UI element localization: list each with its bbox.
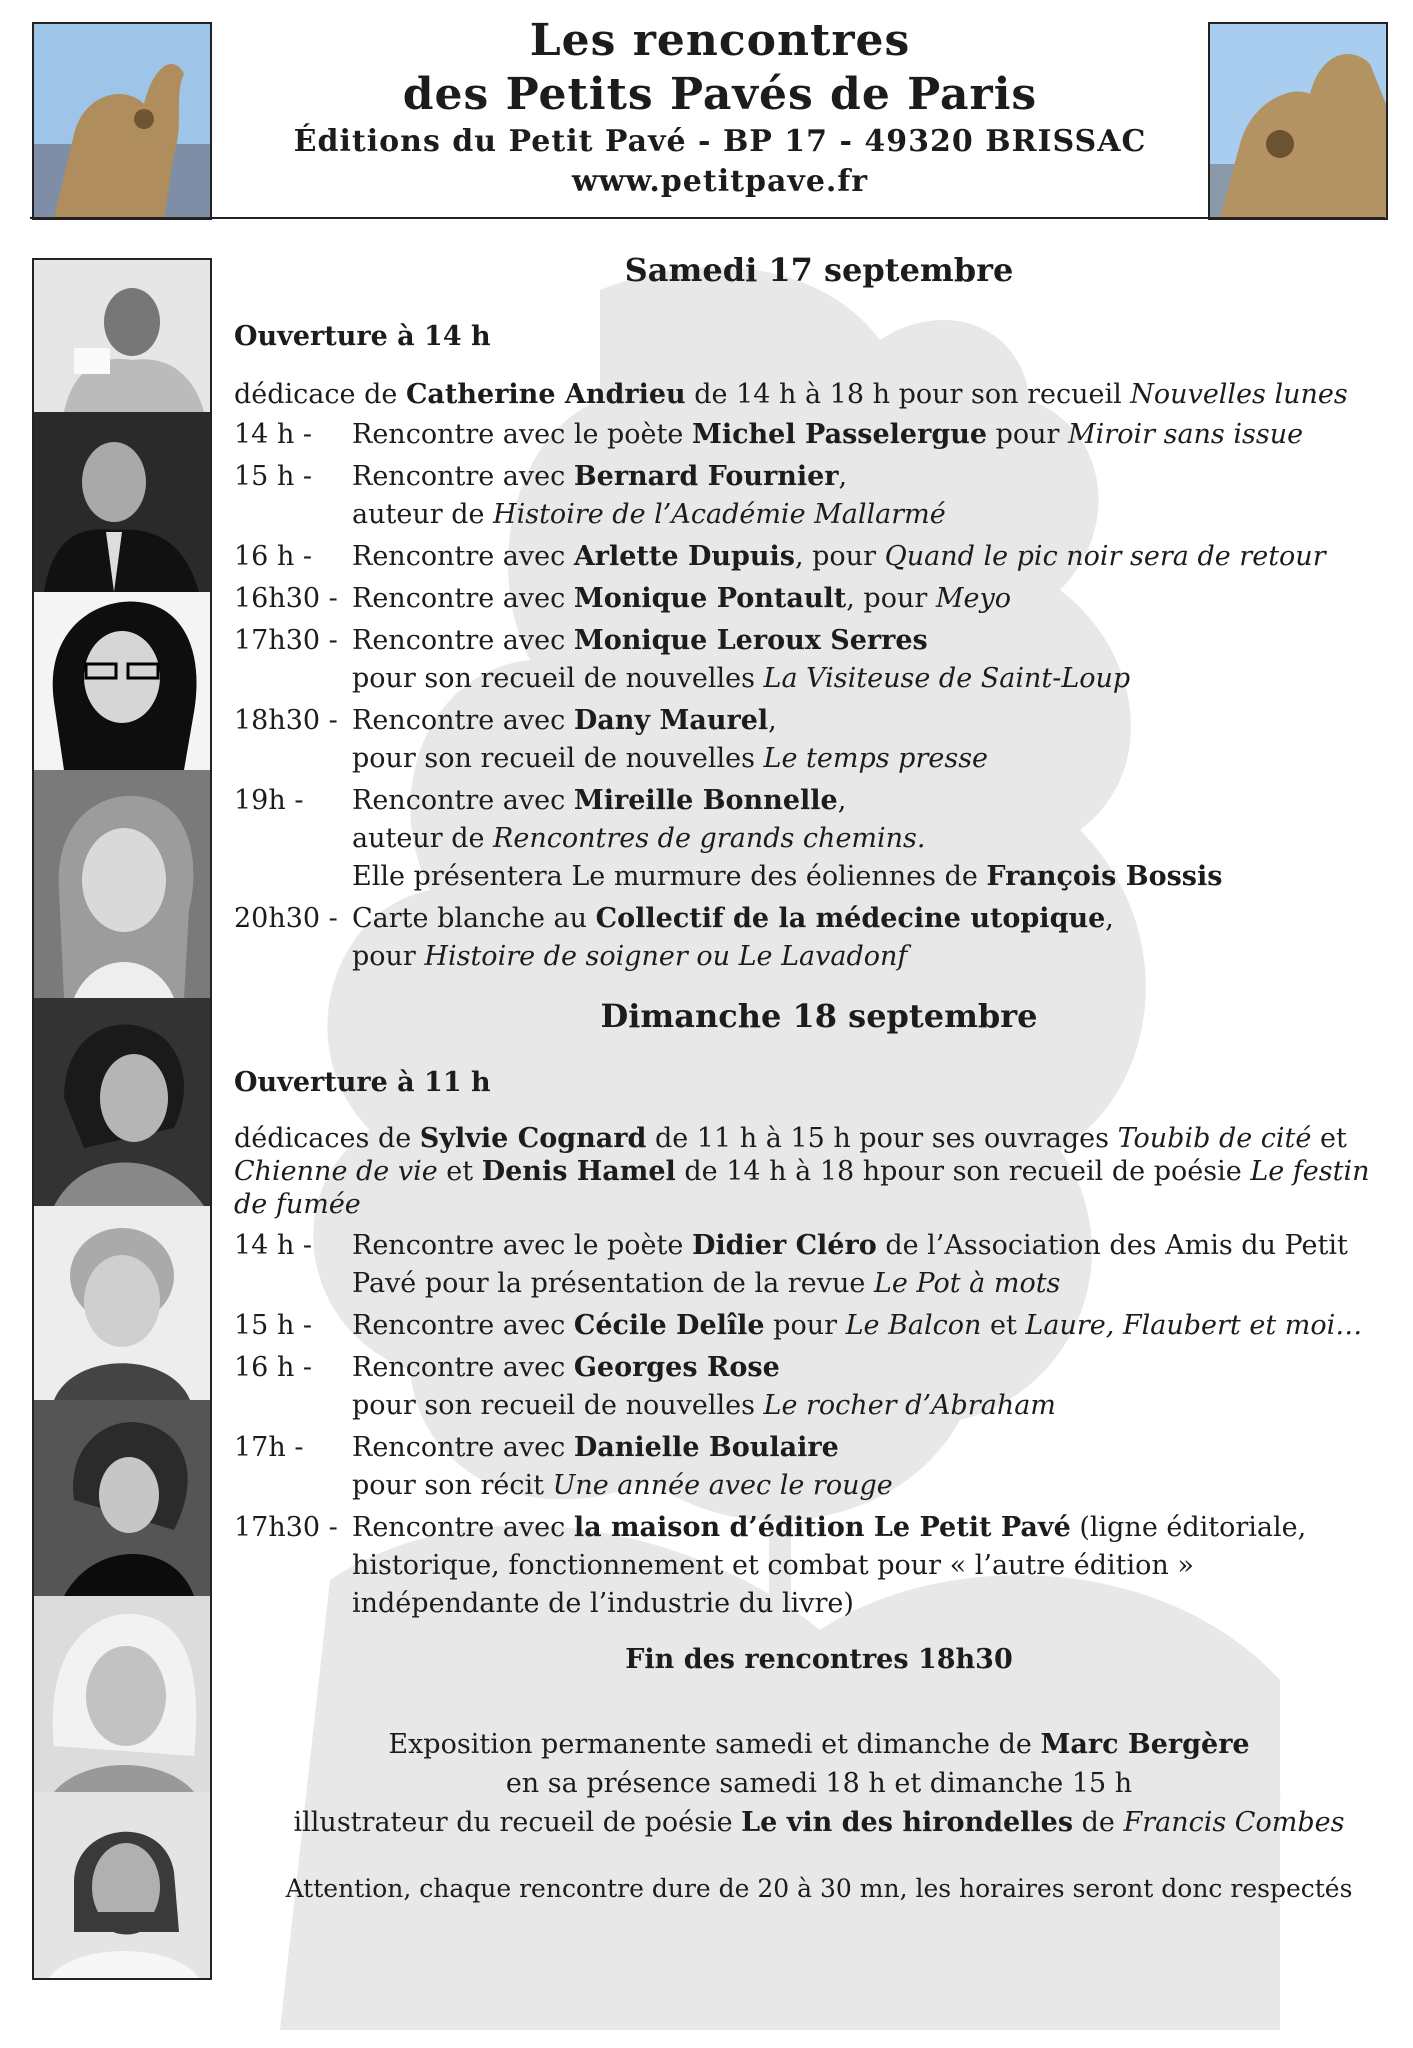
gargoyle-photo-left bbox=[32, 22, 212, 220]
dedication-saturday: dédicace de Catherine Andrieu de 14 h à 18 h pour son recueil Nouvelles lunes bbox=[234, 379, 1348, 410]
event-item: 16 h - Rencontre avec Arlette Dupuis, pour Quand le pic noir sera de retour bbox=[234, 541, 1326, 572]
closing-time: Fin des rencontres 18h30 bbox=[625, 1644, 1013, 1675]
title-line-2: des Petits Pavés de Paris bbox=[402, 69, 1038, 120]
event-item: 16h30 - Rencontre avec Monique Pontault, pour Meyo bbox=[234, 583, 1011, 614]
day-heading-sunday: Dimanche 18 septembre bbox=[600, 997, 1038, 1035]
portrait-photo bbox=[34, 592, 210, 772]
title-line-1: Les rencontres bbox=[529, 15, 911, 66]
header-title-block bbox=[240, 14, 1200, 202]
event-item: 15 h - Rencontre avec Cécile Delîle pour Le Balcon et Laure, Flaubert et moi… bbox=[234, 1310, 1363, 1341]
portrait-strip bbox=[32, 258, 212, 1980]
portrait-photo bbox=[34, 1206, 210, 1402]
gargoyle-photo-right bbox=[1208, 22, 1388, 220]
dedication-sunday: dédicaces de Sylvie Cognard de 11 h à 15 h pour ses ouvrages Toubib de cité et Chienne de vie et Denis Hamel de 14 h à 18 hpour son recueil de poésie Le festin de fumée bbox=[234, 1123, 1370, 1220]
opening-time-sunday: Ouverture à 11 h bbox=[234, 1067, 491, 1098]
portrait-photo bbox=[34, 412, 210, 594]
opening-time-saturday: Ouverture à 14 h bbox=[234, 321, 491, 352]
exhibition-info: Exposition permanente samedi et dimanche de Marc Bergère en sa présence samedi 18 h et dimanche 15 h illustrateur du recueil de poésie Le vin des hirondelles de Francis Combes bbox=[293, 1729, 1345, 1838]
schedule-note: Attention, chaque rencontre dure de 20 à 30 mn, les horaires seront donc respectés bbox=[285, 1874, 1353, 1903]
portrait-photo bbox=[34, 998, 210, 1208]
portrait-photo bbox=[34, 1792, 210, 1978]
portrait-photo bbox=[34, 770, 210, 1000]
event-item: 14 h - Rencontre avec le poète Didier Cléro de l’Association des Amis du Petit Pavé pour la présentation de la revue Le Pot à mots bbox=[234, 1230, 1348, 1299]
publisher-address: Éditions du Petit Pavé - BP 17 - 49320 BRISSAC bbox=[293, 124, 1147, 159]
event-item: 16 h - Rencontre avec Georges Rose pour son recueil de nouvelles Le rocher d’Abraham bbox=[234, 1352, 1056, 1421]
event-item: 17h - Rencontre avec Danielle Boulaire pour son récit Une année avec le rouge bbox=[234, 1432, 893, 1501]
website-link[interactable]: www.petitpave.fr bbox=[571, 164, 869, 199]
event-item: 19h - Rencontre avec Mireille Bonnelle, auteur de Rencontres de grands chemins. Elle présentera Le murmure des éoliennes de François Bossis bbox=[234, 785, 1223, 892]
day-heading-saturday: Samedi 17 septembre bbox=[624, 251, 1014, 289]
portrait-photo bbox=[34, 260, 210, 414]
event-item: 17h30 - Rencontre avec Monique Leroux Serres pour son recueil de nouvelles La Visiteuse de Saint-Loup bbox=[234, 625, 1131, 694]
portrait-photo bbox=[34, 1596, 210, 1794]
portrait-photo bbox=[34, 1400, 210, 1598]
event-item: 20h30 - Carte blanche au Collectif de la médecine utopique, pour Histoire de soigner ou Le Lavadonf bbox=[234, 903, 1114, 972]
event-item: 15 h - Rencontre avec Bernard Fournier, auteur de Histoire de l’Académie Mallarmé bbox=[234, 461, 946, 530]
event-item: 17h30 - Rencontre avec la maison d’édition Le Petit Pavé (ligne éditoriale, historique, fonctionnement et combat pour « l’autre édition » indépendante de l’industrie du livre) bbox=[234, 1512, 1307, 1619]
programme bbox=[234, 240, 1374, 1908]
event-item: 14 h - Rencontre avec le poète Michel Passelergue pour Miroir sans issue bbox=[234, 419, 1304, 450]
event-item: 18h30 - Rencontre avec Dany Maurel, pour son recueil de nouvelles Le temps presse bbox=[234, 705, 989, 774]
header-divider bbox=[30, 217, 1385, 219]
